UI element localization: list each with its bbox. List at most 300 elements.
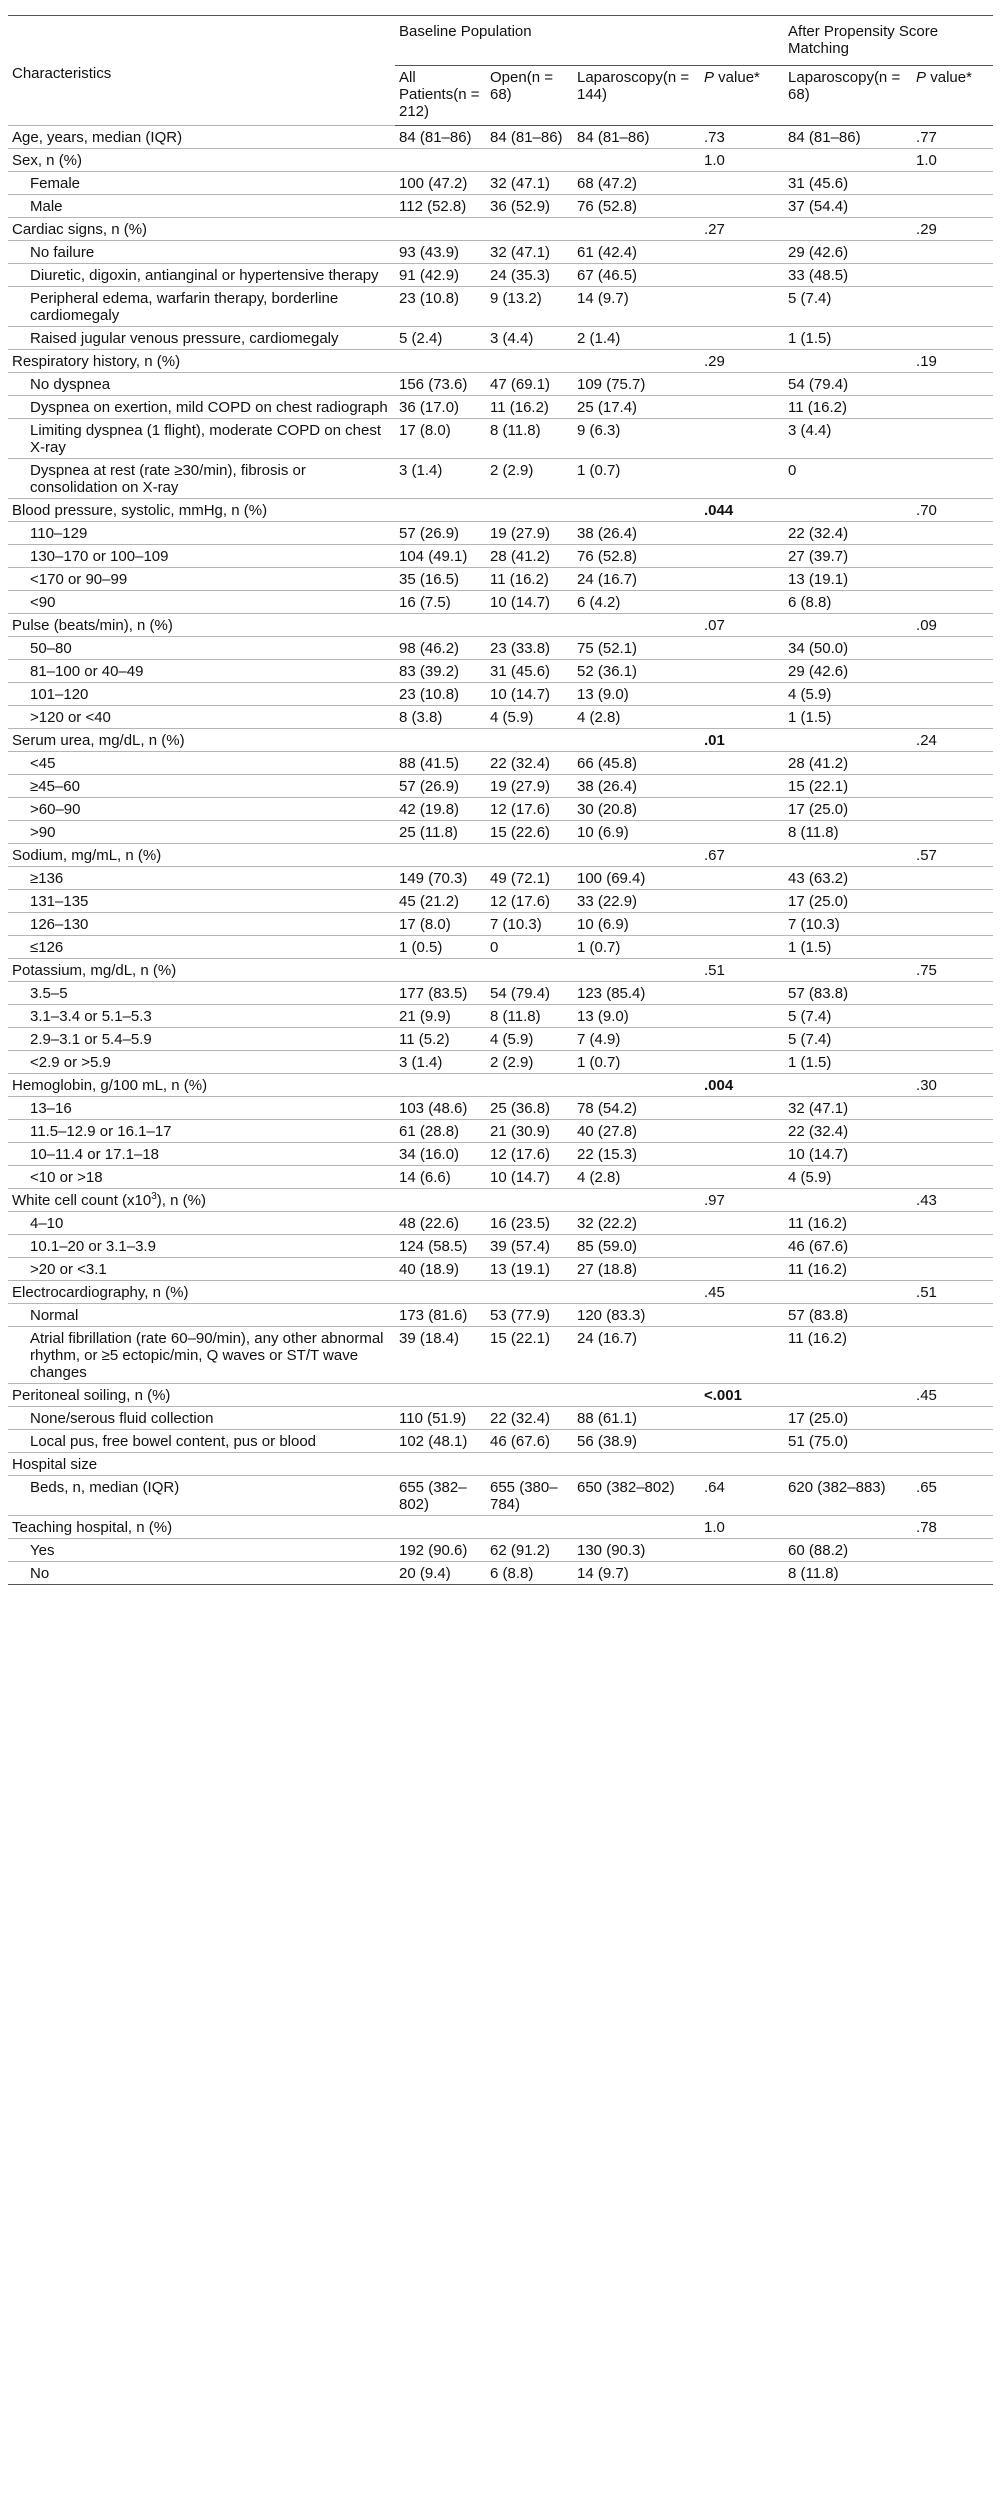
cell-all-patients: 91 (42.9) (395, 264, 486, 287)
cell-psm-p-value (912, 1143, 993, 1166)
cell-all-patients: 20 (9.4) (395, 1562, 486, 1585)
cell-laparoscopy: 13 (9.0) (573, 683, 700, 706)
cell-characteristic (8, 1516, 395, 1539)
cell-open: 23 (33.8) (486, 637, 573, 660)
cell-characteristic (8, 350, 395, 373)
cell-all-patients: 3 (1.4) (395, 1051, 486, 1074)
characteristic-label: Teaching hospital, n (%) (12, 1519, 173, 1536)
cell-open (486, 844, 573, 867)
cell-p-value (700, 1327, 784, 1384)
cell-laparoscopy: 84 (81–86) (573, 126, 700, 149)
cell-characteristic (8, 614, 395, 637)
cell-open: 22 (32.4) (486, 1407, 573, 1430)
cell-open: 11 (16.2) (486, 396, 573, 419)
table-row-subcategory (8, 1097, 993, 1120)
cell-p-value (700, 373, 784, 396)
table-header (8, 16, 993, 126)
cell-psm-laparoscopy (784, 1453, 912, 1476)
cell-p-value (700, 195, 784, 218)
cell-laparoscopy (573, 959, 700, 982)
cell-characteristic (8, 522, 395, 545)
cell-open: 19 (27.9) (486, 775, 573, 798)
cell-characteristic (8, 798, 395, 821)
cell-p-value (700, 172, 784, 195)
cell-psm-p-value: .29 (912, 218, 993, 241)
header-psm-p-italic: P (916, 69, 927, 86)
cell-psm-laparoscopy: 11 (16.2) (784, 1212, 912, 1235)
cell-p-value: .67 (700, 844, 784, 867)
characteristic-label: Blood pressure, systolic, mmHg, n (%) (12, 502, 268, 519)
cell-characteristic (8, 890, 395, 913)
cell-psm-laparoscopy: 0 (784, 459, 912, 499)
cell-psm-p-value (912, 1235, 993, 1258)
table-row-subcategory (8, 1258, 993, 1281)
cell-psm-p-value (912, 1304, 993, 1327)
cell-laparoscopy: 68 (47.2) (573, 172, 700, 195)
cell-psm-laparoscopy: 51 (75.0) (784, 1430, 912, 1453)
cell-p-value: .45 (700, 1281, 784, 1304)
cell-all-patients (395, 1384, 486, 1407)
table-row-subcategory (8, 1476, 993, 1516)
characteristic-label: Hemoglobin, g/100 mL, n (%) (12, 1077, 208, 1094)
cell-psm-p-value (912, 1258, 993, 1281)
cell-all-patients: 61 (28.8) (395, 1120, 486, 1143)
header-p-italic: P (704, 69, 715, 86)
cell-psm-p-value (912, 1166, 993, 1189)
characteristic-label: 13–16 (30, 1100, 72, 1117)
cell-open: 15 (22.1) (486, 1327, 573, 1384)
cell-open: 2 (2.9) (486, 459, 573, 499)
cell-all-patients: 57 (26.9) (395, 522, 486, 545)
cell-p-value (700, 1235, 784, 1258)
characteristic-label: >60–90 (30, 801, 81, 818)
cell-p-value: 1.0 (700, 149, 784, 172)
cell-psm-laparoscopy: 22 (32.4) (784, 522, 912, 545)
cell-psm-p-value: .65 (912, 1476, 993, 1516)
cell-p-value (700, 752, 784, 775)
characteristic-label: No dyspnea (30, 376, 111, 393)
characteristic-label: >90 (30, 824, 56, 841)
cell-open: 28 (41.2) (486, 545, 573, 568)
cell-p-value (700, 1051, 784, 1074)
table-row-subcategory (8, 1166, 993, 1189)
cell-p-value (700, 1304, 784, 1327)
header-psm-group: After Propensity Score Matching (784, 16, 993, 66)
characteristic-label: Hospital size (12, 1456, 98, 1473)
cell-characteristic (8, 1143, 395, 1166)
table-row-subcategory (8, 1562, 993, 1585)
cell-all-patients: 112 (52.8) (395, 195, 486, 218)
cell-laparoscopy: 24 (16.7) (573, 1327, 700, 1384)
characteristic-label: ≥136 (30, 870, 64, 887)
cell-psm-p-value (912, 195, 993, 218)
cell-characteristic (8, 1028, 395, 1051)
header-psm-p-rest: value* (926, 69, 972, 86)
table-row-subcategory (8, 821, 993, 844)
cell-open: 53 (77.9) (486, 1304, 573, 1327)
cell-p-value (700, 1562, 784, 1585)
cell-all-patients: 192 (90.6) (395, 1539, 486, 1562)
table-row-subcategory (8, 637, 993, 660)
characteristic-label: Sex, n (%) (12, 152, 83, 169)
cell-all-patients: 100 (47.2) (395, 172, 486, 195)
cell-open: 4 (5.9) (486, 1028, 573, 1051)
cell-characteristic (8, 1407, 395, 1430)
characteristic-label: Diuretic, digoxin, antianginal or hypertensive therapy (30, 267, 379, 284)
cell-open: 8 (11.8) (486, 1005, 573, 1028)
cell-laparoscopy: 1 (0.7) (573, 936, 700, 959)
table-row-subcategory (8, 522, 993, 545)
table-row-subcategory (8, 1539, 993, 1562)
cell-open: 10 (14.7) (486, 683, 573, 706)
cell-characteristic (8, 729, 395, 752)
cell-p-value (700, 419, 784, 459)
cell-psm-laparoscopy: 620 (382–883) (784, 1476, 912, 1516)
cell-psm-p-value (912, 373, 993, 396)
cell-laparoscopy: 6 (4.2) (573, 591, 700, 614)
table-row-subcategory (8, 241, 993, 264)
header-p-rest: value* (714, 69, 760, 86)
cell-laparoscopy: 123 (85.4) (573, 982, 700, 1005)
cell-open (486, 218, 573, 241)
cell-open: 13 (19.1) (486, 1258, 573, 1281)
cell-psm-p-value (912, 1097, 993, 1120)
cell-open: 32 (47.1) (486, 241, 573, 264)
cell-laparoscopy: 109 (75.7) (573, 373, 700, 396)
table-row-category (8, 1453, 993, 1476)
cell-psm-laparoscopy: 34 (50.0) (784, 637, 912, 660)
cell-psm-laparoscopy (784, 959, 912, 982)
cell-characteristic (8, 660, 395, 683)
cell-open: 655 (380–784) (486, 1476, 573, 1516)
cell-all-patients: 124 (58.5) (395, 1235, 486, 1258)
cell-psm-laparoscopy: 17 (25.0) (784, 1407, 912, 1430)
cell-psm-laparoscopy: 1 (1.5) (784, 936, 912, 959)
characteristic-label: Atrial fibrillation (rate 60–90/min), any other abnormal rhythm, or ≥5 ectopic/min, Q waves or ST/T wave changes (30, 1330, 384, 1381)
cell-characteristic (8, 982, 395, 1005)
cell-all-patients: 93 (43.9) (395, 241, 486, 264)
characteristic-label: 131–135 (30, 893, 89, 910)
cell-laparoscopy: 130 (90.3) (573, 1539, 700, 1562)
cell-characteristic (8, 1384, 395, 1407)
characteristic-label: 110–129 (30, 525, 88, 542)
cell-all-patients: 177 (83.5) (395, 982, 486, 1005)
cell-all-patients: 11 (5.2) (395, 1028, 486, 1051)
characteristic-label: Pulse (beats/min), n (%) (12, 617, 173, 634)
cell-psm-laparoscopy: 84 (81–86) (784, 126, 912, 149)
cell-laparoscopy: 32 (22.2) (573, 1212, 700, 1235)
table-row-category (8, 729, 993, 752)
characteristic-label: 126–130 (30, 916, 89, 933)
cell-p-value (700, 1539, 784, 1562)
table-row-subcategory (8, 775, 993, 798)
cell-laparoscopy (573, 350, 700, 373)
cell-p-value: 1.0 (700, 1516, 784, 1539)
table-row-category (8, 1384, 993, 1407)
table-row-subcategory (8, 373, 993, 396)
characteristic-label: No failure (30, 244, 95, 261)
cell-laparoscopy: 61 (42.4) (573, 241, 700, 264)
cell-p-value (700, 798, 784, 821)
cell-psm-p-value: .24 (912, 729, 993, 752)
cell-p-value (700, 241, 784, 264)
cell-all-patients: 17 (8.0) (395, 913, 486, 936)
header-psm-laparoscopy: Laparoscopy(n = 68) (784, 66, 912, 126)
characteristic-label: No (30, 1565, 50, 1582)
cell-characteristic (8, 396, 395, 419)
characteristic-label: None/serous fluid collection (30, 1410, 214, 1427)
cell-characteristic (8, 1327, 395, 1384)
cell-psm-laparoscopy: 4 (5.9) (784, 1166, 912, 1189)
cell-psm-p-value (912, 683, 993, 706)
cell-psm-p-value: .45 (912, 1384, 993, 1407)
cell-psm-p-value (912, 264, 993, 287)
table-row-subcategory (8, 1143, 993, 1166)
cell-psm-p-value: .09 (912, 614, 993, 637)
cell-all-patients: 104 (49.1) (395, 545, 486, 568)
cell-open: 39 (57.4) (486, 1235, 573, 1258)
characteristic-label: 50–80 (30, 640, 72, 657)
cell-psm-p-value (912, 706, 993, 729)
cell-psm-p-value: .70 (912, 499, 993, 522)
cell-psm-p-value (912, 1407, 993, 1430)
cell-laparoscopy: 76 (52.8) (573, 545, 700, 568)
cell-psm-p-value (912, 1430, 993, 1453)
cell-open: 22 (32.4) (486, 752, 573, 775)
cell-all-patients (395, 149, 486, 172)
table-row-subcategory (8, 591, 993, 614)
cell-open: 8 (11.8) (486, 419, 573, 459)
cell-p-value (700, 775, 784, 798)
cell-laparoscopy: 9 (6.3) (573, 419, 700, 459)
cell-characteristic (8, 959, 395, 982)
cell-p-value (700, 867, 784, 890)
characteristic-label: 3.1–3.4 or 5.1–5.3 (30, 1008, 152, 1025)
cell-psm-p-value: .51 (912, 1281, 993, 1304)
characteristic-label: Sodium, mg/mL, n (%) (12, 847, 162, 864)
cell-p-value (700, 568, 784, 591)
cell-characteristic (8, 936, 395, 959)
cell-psm-laparoscopy: 10 (14.7) (784, 1143, 912, 1166)
cell-all-patients: 5 (2.4) (395, 327, 486, 350)
cell-all-patients: 102 (48.1) (395, 1430, 486, 1453)
cell-laparoscopy: 78 (54.2) (573, 1097, 700, 1120)
cell-psm-p-value (912, 936, 993, 959)
cell-characteristic (8, 1212, 395, 1235)
cell-psm-laparoscopy (784, 218, 912, 241)
cell-psm-laparoscopy: 13 (19.1) (784, 568, 912, 591)
cell-all-patients: 23 (10.8) (395, 287, 486, 327)
cell-all-patients: 57 (26.9) (395, 775, 486, 798)
cell-open: 32 (47.1) (486, 172, 573, 195)
table-row-subcategory (8, 195, 993, 218)
cell-psm-p-value (912, 1562, 993, 1585)
characteristic-label: 81–100 or 40–49 (30, 663, 144, 680)
characteristic-label: Limiting dyspnea (1 flight), moderate COPD on chest X-ray (30, 422, 381, 456)
cell-open: 84 (81–86) (486, 126, 573, 149)
cell-open (486, 499, 573, 522)
cell-psm-p-value (912, 545, 993, 568)
cell-open: 47 (69.1) (486, 373, 573, 396)
cell-psm-laparoscopy (784, 1516, 912, 1539)
cell-characteristic (8, 1476, 395, 1516)
cell-characteristic (8, 752, 395, 775)
cell-laparoscopy: 40 (27.8) (573, 1120, 700, 1143)
table-row-subcategory (8, 172, 993, 195)
cell-all-patients: 1 (0.5) (395, 936, 486, 959)
characteristic-label: White cell count (x10 (12, 1192, 152, 1209)
cell-psm-p-value (912, 568, 993, 591)
cell-characteristic (8, 1235, 395, 1258)
cell-psm-p-value (912, 1539, 993, 1562)
cell-laparoscopy: 88 (61.1) (573, 1407, 700, 1430)
table-row-subcategory (8, 706, 993, 729)
cell-characteristic (8, 1539, 395, 1562)
table-row-category (8, 149, 993, 172)
cell-p-value: .004 (700, 1074, 784, 1097)
cell-psm-p-value (912, 419, 993, 459)
cell-open: 10 (14.7) (486, 591, 573, 614)
characteristic-label: Male (30, 198, 63, 215)
cell-open (486, 729, 573, 752)
cell-psm-laparoscopy: 46 (67.6) (784, 1235, 912, 1258)
characteristic-label: Raised jugular venous pressure, cardiomegaly (30, 330, 339, 347)
cell-all-patients: 83 (39.2) (395, 660, 486, 683)
cell-psm-p-value (912, 396, 993, 419)
cell-psm-p-value (912, 890, 993, 913)
cell-characteristic (8, 683, 395, 706)
cell-open: 3 (4.4) (486, 327, 573, 350)
cell-psm-laparoscopy: 15 (22.1) (784, 775, 912, 798)
table-row-subcategory (8, 1212, 993, 1235)
cell-p-value (700, 1453, 784, 1476)
cell-psm-laparoscopy: 29 (42.6) (784, 241, 912, 264)
cell-all-patients: 110 (51.9) (395, 1407, 486, 1430)
cell-p-value (700, 591, 784, 614)
characteristic-label: Cardiac signs, n (%) (12, 221, 148, 238)
table-row-category (8, 959, 993, 982)
cell-psm-laparoscopy (784, 1189, 912, 1212)
table-row-subcategory (8, 459, 993, 499)
table-row-category (8, 614, 993, 637)
characteristic-label: <170 or 90–99 (30, 571, 128, 588)
characteristic-label: Local pus, free bowel content, pus or blood (30, 1433, 317, 1450)
cell-psm-laparoscopy: 27 (39.7) (784, 545, 912, 568)
table-row-subcategory (8, 545, 993, 568)
cell-laparoscopy: 75 (52.1) (573, 637, 700, 660)
cell-p-value (700, 913, 784, 936)
cell-all-patients: 25 (11.8) (395, 821, 486, 844)
characteristic-label: <45 (30, 755, 56, 772)
table-row-subcategory (8, 890, 993, 913)
cell-p-value (700, 1212, 784, 1235)
header-open: Open(n = 68) (486, 66, 573, 126)
cell-open (486, 350, 573, 373)
cell-psm-p-value (912, 867, 993, 890)
cell-all-patients: 36 (17.0) (395, 396, 486, 419)
cell-psm-p-value: .75 (912, 959, 993, 982)
cell-p-value (700, 821, 784, 844)
cell-characteristic (8, 913, 395, 936)
characteristic-label: Peritoneal soiling, n (%) (12, 1387, 171, 1404)
cell-laparoscopy: 14 (9.7) (573, 287, 700, 327)
cell-all-patients: 17 (8.0) (395, 419, 486, 459)
cell-all-patients (395, 844, 486, 867)
cell-open (486, 149, 573, 172)
cell-laparoscopy: 33 (22.9) (573, 890, 700, 913)
cell-characteristic (8, 568, 395, 591)
cell-p-value (700, 327, 784, 350)
cell-open: 15 (22.6) (486, 821, 573, 844)
cell-all-patients: 23 (10.8) (395, 683, 486, 706)
cell-laparoscopy: 120 (83.3) (573, 1304, 700, 1327)
cell-psm-p-value (912, 241, 993, 264)
cell-psm-p-value (912, 913, 993, 936)
cell-psm-p-value (912, 1028, 993, 1051)
cell-laparoscopy (573, 614, 700, 637)
cell-characteristic (8, 1074, 395, 1097)
cell-psm-laparoscopy: 8 (11.8) (784, 821, 912, 844)
cell-all-patients (395, 1074, 486, 1097)
cell-characteristic (8, 373, 395, 396)
table-row-category (8, 1074, 993, 1097)
table-row-subcategory (8, 1407, 993, 1430)
cell-all-patients: 98 (46.2) (395, 637, 486, 660)
table-row-category (8, 1516, 993, 1539)
table-row-category (8, 499, 993, 522)
cell-open: 62 (91.2) (486, 1539, 573, 1562)
cell-p-value (700, 982, 784, 1005)
cell-laparoscopy: 67 (46.5) (573, 264, 700, 287)
cell-psm-p-value (912, 637, 993, 660)
cell-open: 4 (5.9) (486, 706, 573, 729)
cell-open: 6 (8.8) (486, 1562, 573, 1585)
table-row-subcategory (8, 419, 993, 459)
cell-characteristic (8, 821, 395, 844)
cell-p-value (700, 1097, 784, 1120)
table-row-subcategory (8, 396, 993, 419)
cell-all-patients (395, 218, 486, 241)
cell-psm-laparoscopy (784, 844, 912, 867)
cell-open: 21 (30.9) (486, 1120, 573, 1143)
table-row-subcategory (8, 1005, 993, 1028)
cell-psm-p-value: .78 (912, 1516, 993, 1539)
cell-psm-laparoscopy (784, 149, 912, 172)
header-baseline-group: Baseline Population (395, 16, 784, 66)
cell-p-value (700, 287, 784, 327)
characteristic-label: 2.9–3.1 or 5.4–5.9 (30, 1031, 152, 1048)
cell-all-patients: 14 (6.6) (395, 1166, 486, 1189)
cell-psm-laparoscopy: 1 (1.5) (784, 706, 912, 729)
cell-psm-p-value (912, 798, 993, 821)
cell-psm-laparoscopy: 32 (47.1) (784, 1097, 912, 1120)
cell-p-value (700, 660, 784, 683)
cell-all-patients: 149 (70.3) (395, 867, 486, 890)
cell-psm-laparoscopy: 17 (25.0) (784, 798, 912, 821)
cell-psm-laparoscopy: 31 (45.6) (784, 172, 912, 195)
cell-psm-p-value: .77 (912, 126, 993, 149)
cell-p-value (700, 396, 784, 419)
cell-psm-laparoscopy (784, 1074, 912, 1097)
table-row-subcategory (8, 683, 993, 706)
characteristic-label: Beds, n, median (IQR) (30, 1479, 180, 1496)
cell-psm-laparoscopy: 28 (41.2) (784, 752, 912, 775)
cell-laparoscopy: 76 (52.8) (573, 195, 700, 218)
cell-psm-p-value (912, 172, 993, 195)
cell-characteristic (8, 241, 395, 264)
cell-characteristic (8, 459, 395, 499)
table-row-subcategory (8, 1028, 993, 1051)
